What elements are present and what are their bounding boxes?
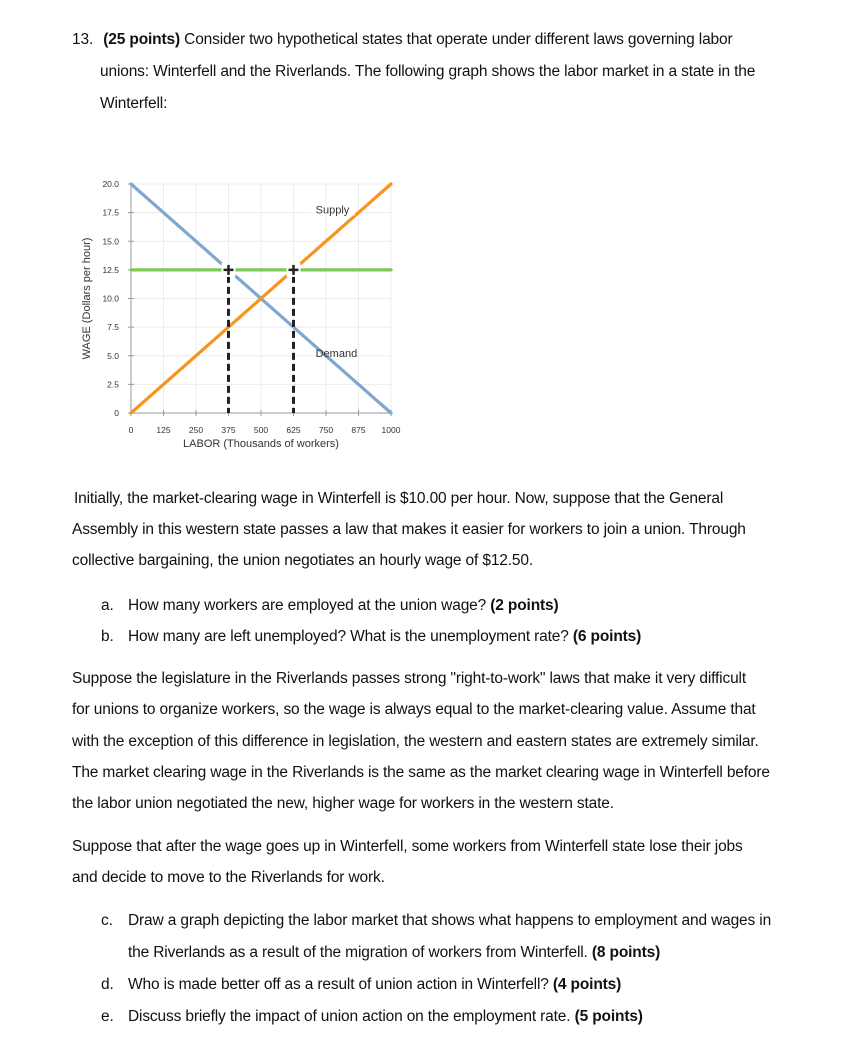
- question-part-c: [101, 905, 771, 936]
- part-points: (8 points): [591, 944, 661, 961]
- question-intro-line2: unions: Winterfell and the Riverlands. The following graph shows the labor market in a state in the: [100, 63, 756, 80]
- y-tick-label: 12.5: [102, 264, 119, 275]
- question-number: 13.: [72, 31, 94, 48]
- part-points: (5 points): [574, 1008, 643, 1025]
- x-tick-label: 0: [128, 425, 134, 435]
- y-tick-label: 10.0: [102, 293, 119, 304]
- labor-market-chart: [0, 0, 865, 470]
- part-text: How many are left unemployed? What is the unemployment rate?: [128, 628, 573, 645]
- part-points: (4 points): [552, 976, 622, 993]
- x-tick-label: 750: [318, 425, 334, 435]
- y-axis-title: WAGE (Dollars per hour): [81, 237, 93, 360]
- paragraph-line: for unions to organize workers, so the wage is always equal to the market-clearing value. Assume that: [72, 701, 756, 719]
- y-tick-label: 17.5: [102, 207, 119, 218]
- curve-label-demand: Demand: [315, 347, 358, 360]
- question-intro-text: Consider two hypothetical states that operate under different laws governing labor: [180, 31, 733, 48]
- question-part-a: [101, 590, 559, 621]
- part-letter: c.: [101, 912, 113, 929]
- x-axis-title: LABOR (Thousands of workers): [183, 438, 339, 450]
- part-letter: a.: [101, 597, 114, 614]
- paragraph-line: The market clearing wage in the Riverlands is the same as the market clearing wage in Winterfell before: [72, 763, 770, 781]
- paragraph-line: Assembly in this western state passes a law that makes it easier for workers to join a union. Through: [72, 521, 746, 538]
- question-part-continuation: [128, 937, 660, 968]
- x-tick-label: 250: [188, 425, 204, 435]
- part-letter: d.: [101, 976, 114, 993]
- paragraph-line: with the exception of this difference in legislation, the western and eastern states are extremely similar.: [72, 732, 759, 750]
- x-tick-label: 125: [156, 425, 171, 435]
- y-tick-label: 15.0: [102, 236, 119, 247]
- part-text: How many workers are employed at the union wage?: [128, 597, 491, 614]
- y-tick-label: 0: [114, 408, 119, 418]
- part-text: Who is made better off as a result of union action in Winterfell?: [128, 976, 553, 993]
- question-intro-line3: Winterfell:: [100, 95, 168, 112]
- y-tick-label: 7.5: [107, 322, 119, 333]
- paragraph-line: Initially, the market-clearing wage in Winterfell is $10.00 per hour. Now, suppose that the General: [74, 490, 724, 507]
- y-tick-label: 5.0: [107, 350, 119, 361]
- paragraph-line: and decide to move to the Riverlands for work.: [72, 869, 385, 886]
- curve-label-supply: Supply: [315, 204, 350, 217]
- part-letter: e.: [101, 1008, 114, 1025]
- part-points: (6 points): [572, 628, 642, 645]
- question-points: (25 points): [103, 31, 180, 48]
- question-part-e: [101, 1001, 643, 1032]
- paragraph-line: the labor union negotiated the new, higher wage for workers in the western state.: [72, 795, 614, 813]
- x-tick-label: 1000: [381, 425, 401, 435]
- part-text: Discuss briefly the impact of union action on the employment rate.: [128, 1008, 575, 1025]
- paragraph-line: collective bargaining, the union negotiates an hourly wage of $12.50.: [72, 552, 534, 569]
- x-tick-label: 875: [351, 425, 366, 435]
- y-tick-label: 2.5: [107, 379, 119, 390]
- part-points: (2 points): [490, 597, 559, 614]
- x-tick-label: 375: [221, 425, 236, 435]
- y-tick-label: 20.0: [102, 179, 119, 189]
- question-part-b: [101, 621, 641, 652]
- x-tick-label: 625: [286, 425, 301, 435]
- question-part-d: [101, 969, 621, 1000]
- part-text: the Riverlands as a result of the migration of workers from Winterfell.: [128, 944, 592, 961]
- x-tick-label: 500: [253, 425, 269, 435]
- part-letter: b.: [101, 628, 114, 645]
- part-text: Draw a graph depicting the labor market that shows what happens to employment and wages in: [128, 912, 772, 929]
- paragraph-line: Suppose that after the wage goes up in Winterfell, some workers from Winterfell state lose their jobs: [72, 838, 743, 855]
- paragraph-line: Suppose the legislature in the Riverlands passes strong "right-to-work" laws that make it very difficult: [72, 670, 746, 687]
